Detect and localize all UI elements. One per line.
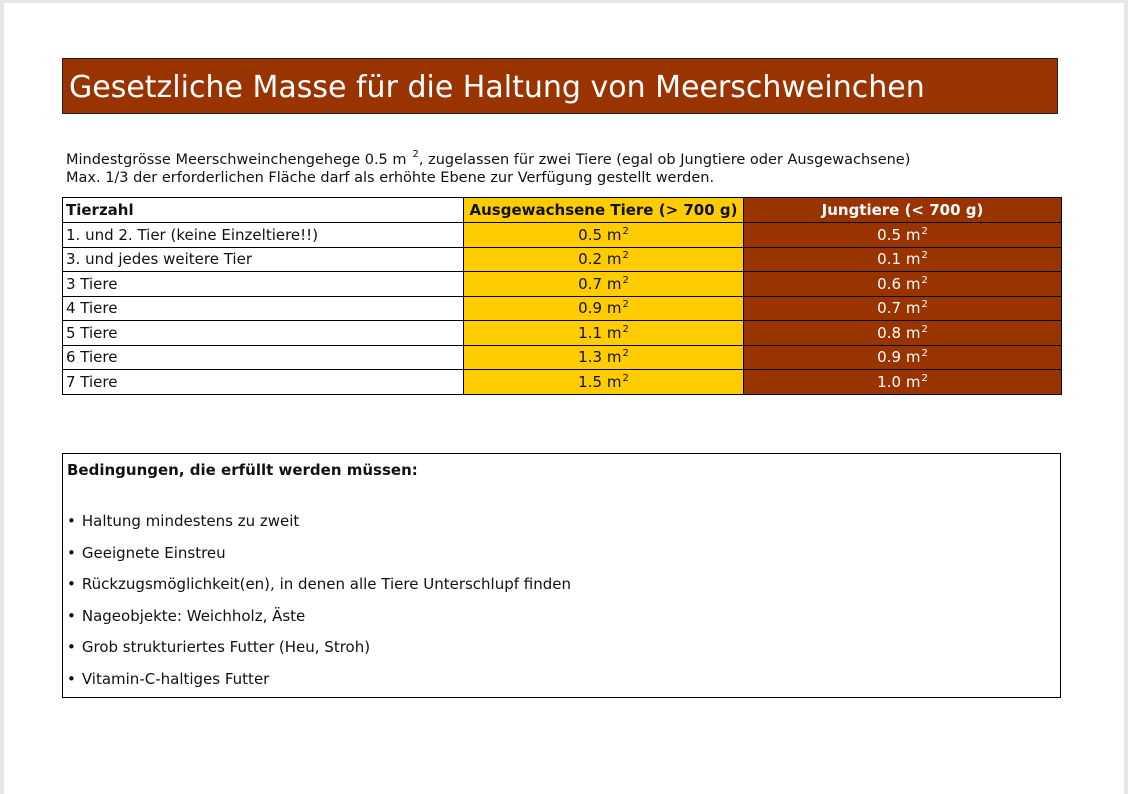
animal-count-cell: 7 Tiere xyxy=(63,370,464,395)
bullet: • xyxy=(67,512,76,530)
adult-area-value: 1.3 xyxy=(578,348,603,367)
unit: m xyxy=(905,323,921,342)
adult-area-cell xyxy=(464,345,744,370)
unit-sup: 2 xyxy=(921,274,928,286)
unit-sup: 2 xyxy=(921,372,928,384)
unit: m xyxy=(905,299,921,318)
unit: m xyxy=(606,323,622,342)
list-item xyxy=(67,512,571,544)
young-area-cell xyxy=(744,345,1062,370)
bullet: • xyxy=(67,606,76,625)
unit: m xyxy=(606,274,622,293)
intro-line-1-sup: 2 xyxy=(412,149,419,160)
adult-area-value: 0.7 xyxy=(578,274,603,293)
young-area-cell xyxy=(744,247,1062,272)
intro-text xyxy=(66,146,1066,187)
unit: m xyxy=(905,225,921,244)
unit: m xyxy=(606,225,622,244)
adult-area-value: 0.5 xyxy=(578,225,603,244)
condition-text: Haltung mindestens zu zweit xyxy=(81,512,300,530)
unit-sup: 2 xyxy=(622,299,629,311)
intro-line-1-after: , zugelassen für zwei Tiere (egal ob Jungtiere oder Ausgewachsene) xyxy=(418,152,911,168)
young-area-value: 0.6 xyxy=(877,274,902,293)
adult-area-cell xyxy=(464,296,744,321)
young-area-value: 0.5 xyxy=(877,225,902,244)
young-area-value: 0.7 xyxy=(877,299,902,318)
table-row xyxy=(63,296,1062,321)
intro-line-1 xyxy=(66,146,1066,169)
title-bar xyxy=(62,58,1058,114)
condition-text: Rückzugsmöglichkeit(en), in denen alle Tiere Unterschlupf finden xyxy=(81,575,572,594)
table-row xyxy=(63,321,1062,346)
list-item xyxy=(67,607,571,639)
young-area-cell xyxy=(744,272,1062,297)
young-area-cell xyxy=(744,321,1062,346)
condition-text: Nageobjekte: Weichholz, Äste xyxy=(81,606,306,625)
list-item xyxy=(67,670,571,702)
header-adult: Ausgewachsene Tiere (> 700 g) xyxy=(464,198,744,223)
condition-text: Vitamin-C-haltiges Futter xyxy=(81,669,270,688)
unit-sup: 2 xyxy=(622,274,629,286)
bullet: • xyxy=(67,669,76,688)
header-young: Jungtiere (< 700 g) xyxy=(744,198,1062,223)
unit: m xyxy=(606,299,622,318)
enclosure-size-table xyxy=(62,197,1062,395)
unit-sup: 2 xyxy=(921,323,928,335)
conditions-box xyxy=(62,453,1061,698)
adult-area-cell xyxy=(464,223,744,248)
list-item xyxy=(67,544,571,576)
bullet: • xyxy=(67,543,76,562)
bullet: • xyxy=(67,638,76,657)
table-header-row xyxy=(63,198,1062,223)
intro-line-2: Max. 1/3 der erforderlichen Fläche darf als erhöhte Ebene zur Verfügung gestellt werden. xyxy=(66,170,715,186)
unit-sup: 2 xyxy=(622,372,629,384)
unit: m xyxy=(606,372,622,391)
young-area-value: 0.1 xyxy=(877,250,902,269)
young-area-cell xyxy=(744,296,1062,321)
list-item xyxy=(67,575,571,607)
unit: m xyxy=(606,250,622,269)
list-item xyxy=(67,638,571,670)
condition-text: Grob strukturiertes Futter (Heu, Stroh) xyxy=(81,638,371,657)
table-row xyxy=(63,247,1062,272)
table-row xyxy=(63,370,1062,395)
unit: m xyxy=(905,372,921,391)
young-area-value: 1.0 xyxy=(877,372,902,391)
conditions-title: Bedingungen, die erfüllt werden müssen: xyxy=(67,461,418,479)
unit: m xyxy=(905,274,921,293)
unit-sup: 2 xyxy=(921,299,928,311)
young-area-cell xyxy=(744,370,1062,395)
animal-count-cell: 3 Tiere xyxy=(63,272,464,297)
animal-count-cell: 6 Tiere xyxy=(63,345,464,370)
table-row xyxy=(63,272,1062,297)
unit: m xyxy=(905,250,921,269)
animal-count-cell: 4 Tiere xyxy=(63,296,464,321)
header-animal-count: Tierzahl xyxy=(63,198,464,223)
page-title: Gesetzliche Masse für die Haltung von Meerschweinchen xyxy=(69,70,925,105)
adult-area-cell xyxy=(464,321,744,346)
young-area-cell xyxy=(744,223,1062,248)
adult-area-cell xyxy=(464,370,744,395)
unit-sup: 2 xyxy=(622,250,629,262)
animal-count-cell: 3. und jedes weitere Tier xyxy=(63,247,464,272)
animal-count-cell: 1. und 2. Tier (keine Einzeltiere!!) xyxy=(63,223,464,248)
adult-area-value: 1.5 xyxy=(578,372,603,391)
intro-line-1-before: Mindestgrösse Meerschweinchengehege 0.5 m xyxy=(66,152,407,168)
young-area-value: 0.9 xyxy=(877,348,902,367)
unit-sup: 2 xyxy=(921,225,928,237)
unit-sup: 2 xyxy=(622,323,629,335)
young-area-value: 0.8 xyxy=(877,323,902,342)
bullet: • xyxy=(67,575,76,594)
condition-text: Geeignete Einstreu xyxy=(81,543,226,562)
unit: m xyxy=(905,348,921,367)
adult-area-value: 1.1 xyxy=(578,323,603,342)
unit-sup: 2 xyxy=(921,250,928,262)
adult-area-cell xyxy=(464,272,744,297)
unit-sup: 2 xyxy=(622,225,629,237)
adult-area-value: 0.9 xyxy=(578,299,603,318)
unit-sup: 2 xyxy=(622,348,629,360)
unit: m xyxy=(606,348,622,367)
table-row xyxy=(63,223,1062,248)
adult-area-value: 0.2 xyxy=(578,250,603,269)
unit-sup: 2 xyxy=(921,348,928,360)
conditions-list xyxy=(67,512,571,702)
adult-area-cell xyxy=(464,247,744,272)
animal-count-cell: 5 Tiere xyxy=(63,321,464,346)
table-row xyxy=(63,345,1062,370)
